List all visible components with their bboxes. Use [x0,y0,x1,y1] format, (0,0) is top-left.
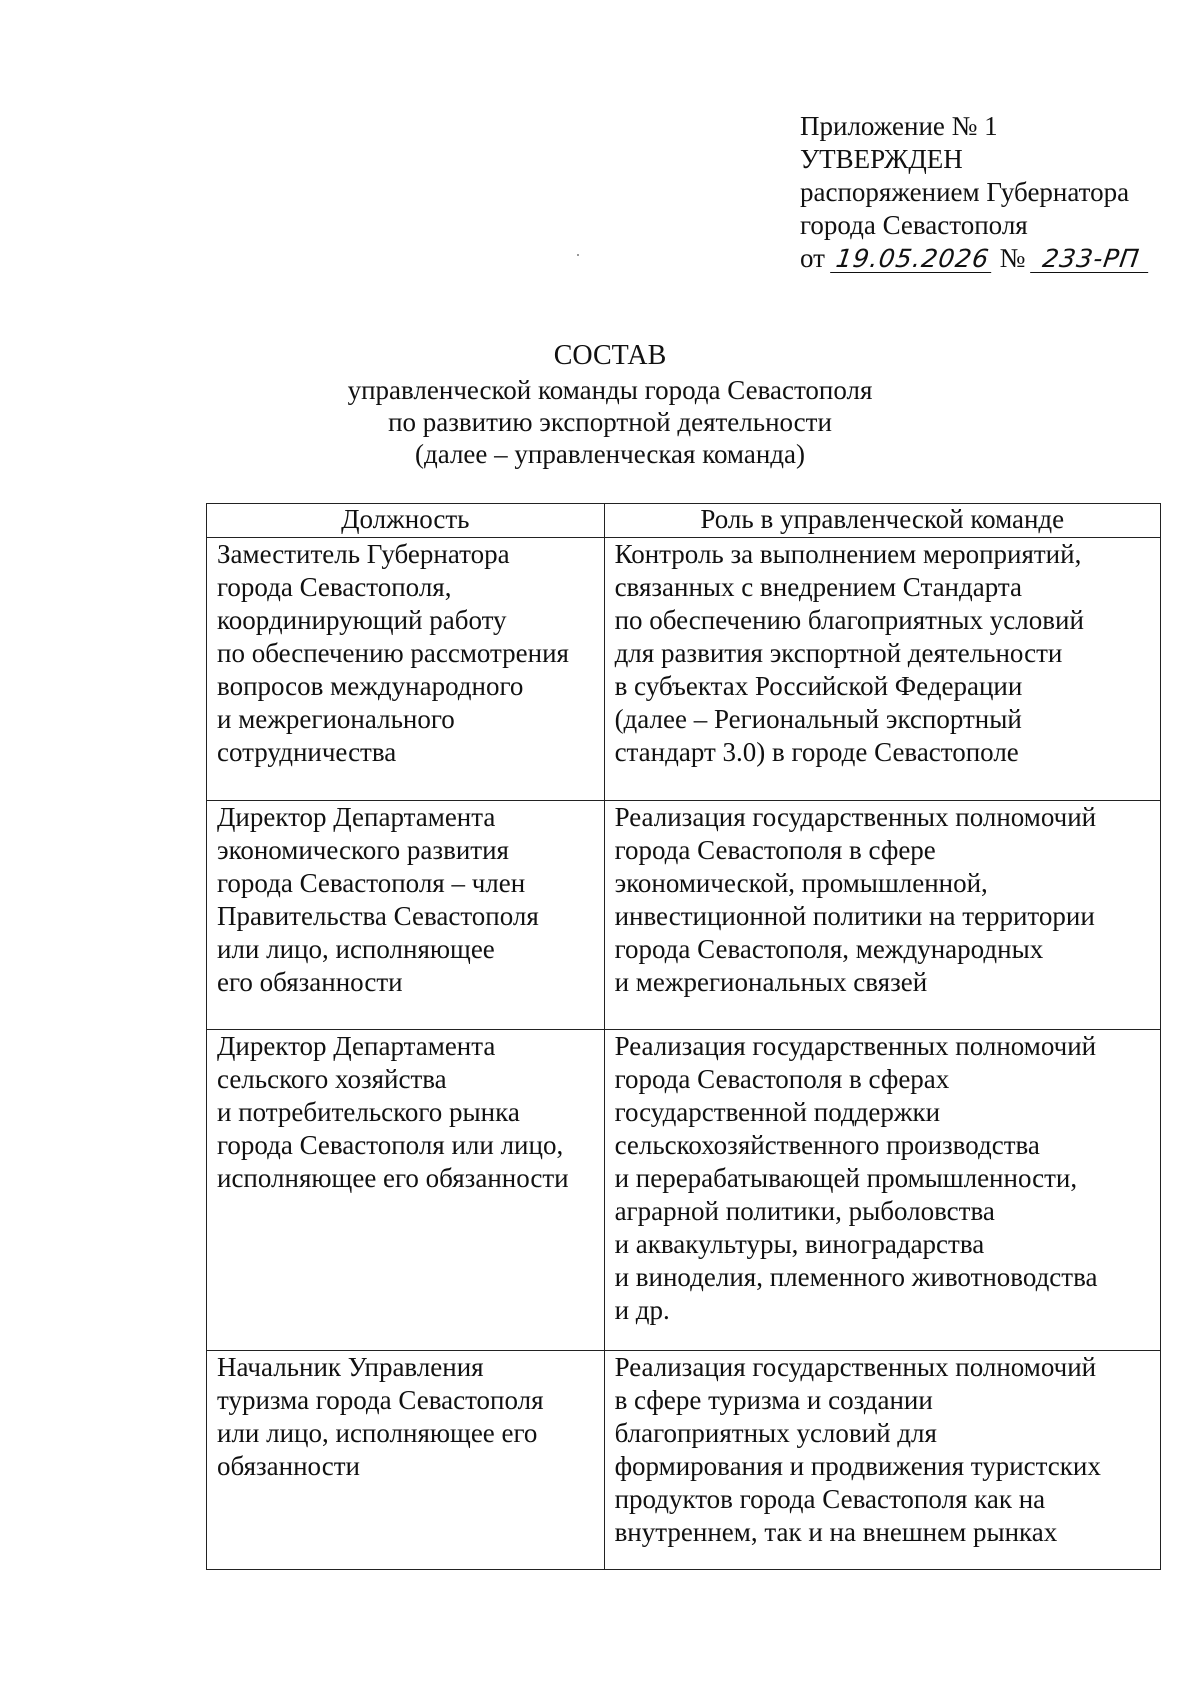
approval-city: города Севастополя [800,210,1028,240]
table-row [207,538,1161,801]
document-title [300,340,920,470]
approved-label: УТВЕРЖДЕН [800,144,963,174]
position-cell [207,538,605,801]
role-cell [604,1030,1160,1351]
role-cell [604,1351,1160,1570]
title-line-2: управленческой команды города Севастополя [347,375,873,405]
handwritten-date: 19.05.2026 [830,246,995,273]
approval-date-number [800,242,1160,275]
role-text: Контроль за выполнением мероприятий, связанных с внедрением Стандарта по обеспечению благоприятных условий для развития экспортной деятельности в субъектах Российской Федерации (далее – Региональный экспортный стандарт 3.0) в городе Севастополе [614,539,1084,767]
handwritten-number: 233-РП [1030,246,1152,273]
role-cell [604,801,1160,1030]
approval-block [800,110,1160,275]
date-prefix: от [800,243,825,273]
position-text: Заместитель Губернатора города Севастополя, координирующий работу по обеспечению рассмотрения вопросов международного и межрегионального сотрудничества [217,539,569,767]
role-cell [604,538,1160,801]
number-prefix: № [999,243,1026,273]
appendix-number: Приложение № 1 [800,111,998,141]
role-text: Реализация государственных полномочий в сфере туризма и создании благоприятных условий для формирования и продвижения туристских продуктов города Севастополя как на внутреннем, так и на внешнем рынках [614,1352,1101,1547]
table-row [207,801,1161,1030]
approval-authority: распоряжением Губернатора [800,177,1130,207]
role-text: Реализация государственных полномочий города Севастополя в сфере экономической, промышленной, инвестиционной политики на территории города Севастополя, международных и межрегиональных связей [614,802,1097,997]
header-role: Роль в управленческой команде [604,504,1160,538]
scan-speck [577,254,579,256]
title-line-4: (далее – управленческая команда) [415,439,805,469]
table-row [207,1351,1161,1570]
position-text: Директор Департамента экономического развития города Севастополя – член Правительства Севастополя или лицо, исполняющее его обязанности [217,802,539,997]
position-cell [207,801,605,1030]
table-row [207,1030,1161,1351]
team-table [206,503,1161,1570]
position-cell [207,1351,605,1570]
table-header-row [207,504,1161,538]
header-position: Должность [207,504,605,538]
position-text: Директор Департамента сельского хозяйства и потребительского рынка города Севастополя или лицо, исполняющее его обязанности [217,1031,569,1193]
position-cell [207,1030,605,1351]
title-line-3: по развитию экспортной деятельности [388,407,832,437]
role-text: Реализация государственных полномочий города Севастополя в сферах государственной поддержки сельскохозяйственного производства и перерабатывающей промышленности, аграрной политики, рыболовства и аквакультуры, виноградарства и виноделия, племенного животноводства и др. [614,1031,1098,1325]
position-text: Начальник Управления туризма города Севастополя или лицо, исполняющее его обязанности [217,1352,544,1481]
title-main: СОСТАВ [553,340,667,371]
